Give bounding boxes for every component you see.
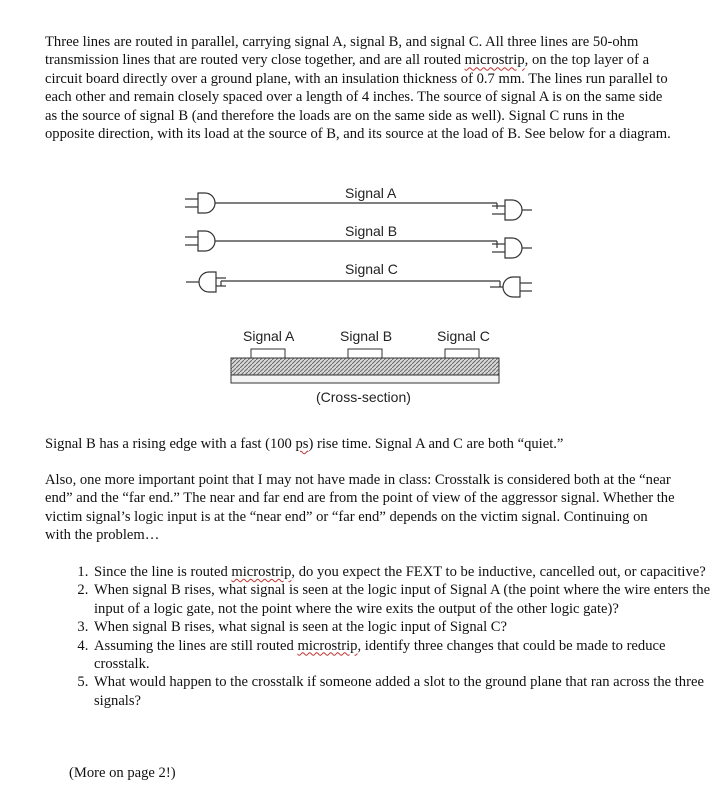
cross-section-caption: (Cross-section) — [316, 389, 411, 405]
signal-a-label: Signal A — [345, 185, 397, 201]
q4-end: , identify three changes that could be made to reduce crosstalk. — [94, 637, 666, 673]
question-3: 3. When signal B rises, what signal is seen at the logic input of Signal C? — [92, 618, 718, 636]
question-list — [45, 563, 718, 710]
footer-note: (More on page 2!) — [69, 765, 176, 781]
cross-signal-a-label: Signal A — [243, 328, 295, 344]
q4-microstrip-word: microstrip — [297, 637, 358, 654]
rise-text-end: ) rise time. Signal A and C are both “quiet.” — [308, 436, 564, 452]
intro-text-end: , on the top layer of a circuit board directly over a ground plane, with an insulation thickness of 0.7 mm. The lines run parallel to each other and remain closely spaced over a length of 4 inches. The source of signal A is on the same side as the source of signal B (and therefore the loads are on the same side as well). Signal C runs in the opposite direction, with its load at the source of B, and its source at the load of B. See below for a diagram. — [45, 52, 671, 143]
intro-microstrip-word: microstrip — [464, 52, 525, 69]
trace-b — [348, 349, 382, 358]
intro-text-start: Three lines are routed in parallel, carrying signal A, signal B, and signal C. All three lines are 50-ohm transmission lines that are routed very close together, and are all routed — [45, 34, 639, 69]
q4-start: Assuming the lines are still routed — [94, 637, 298, 654]
near-far-end-paragraph: Also, one more important point that I may not have made in class: Crosstalk is considered both at the “near end” and the “far end.” The near and far end are from the point of view of the aggressor signal. Whether the victim signal’s logic input is at the “near end” or “far end” depends on the victim signal. Continuing on with the problem… — [45, 472, 675, 544]
question-1 — [92, 563, 718, 581]
dielectric-layer — [231, 358, 499, 375]
ground-plane — [231, 375, 499, 383]
trace-c — [445, 349, 479, 358]
q1-end: , do you expect the FEXT to be inductive, cancelled out, or capacitive? — [291, 564, 706, 580]
cross-section — [231, 328, 499, 405]
cross-signal-c-label: Signal C — [437, 328, 490, 344]
rise-time-paragraph — [45, 435, 677, 453]
signal-c-load-gate-icon — [199, 272, 216, 292]
signal-a-load-gate-icon — [505, 200, 522, 220]
signal-c-source-gate-icon — [503, 277, 520, 297]
signal-b-label: Signal B — [345, 223, 398, 239]
rise-unit-word: ps — [295, 436, 309, 452]
question-4 — [92, 637, 718, 674]
signal-a-source-gate-icon — [198, 193, 215, 213]
question-5: 5. What would happen to the crosstalk if someone added a slot to the ground plane that ran across the three signals? — [92, 673, 718, 710]
signal-b-load-gate-icon — [505, 238, 522, 258]
trace-a — [251, 349, 285, 358]
q1-microstrip-word: microstrip — [231, 564, 292, 580]
signal-c-label: Signal C — [345, 261, 398, 277]
cross-signal-b-label: Signal B — [340, 328, 393, 344]
question-2: 2. When signal B rises, what signal is seen at the logic input of Signal A (the point where the wire enters the input of a logic gate, not the point where the wire exits the output of the other logic gate)? — [92, 581, 718, 618]
rise-text-start: Signal B has a rising edge with a fast (100 — [45, 436, 296, 452]
signal-b-source-gate-icon — [198, 231, 215, 251]
q1-start: Since the line is routed — [94, 564, 232, 580]
